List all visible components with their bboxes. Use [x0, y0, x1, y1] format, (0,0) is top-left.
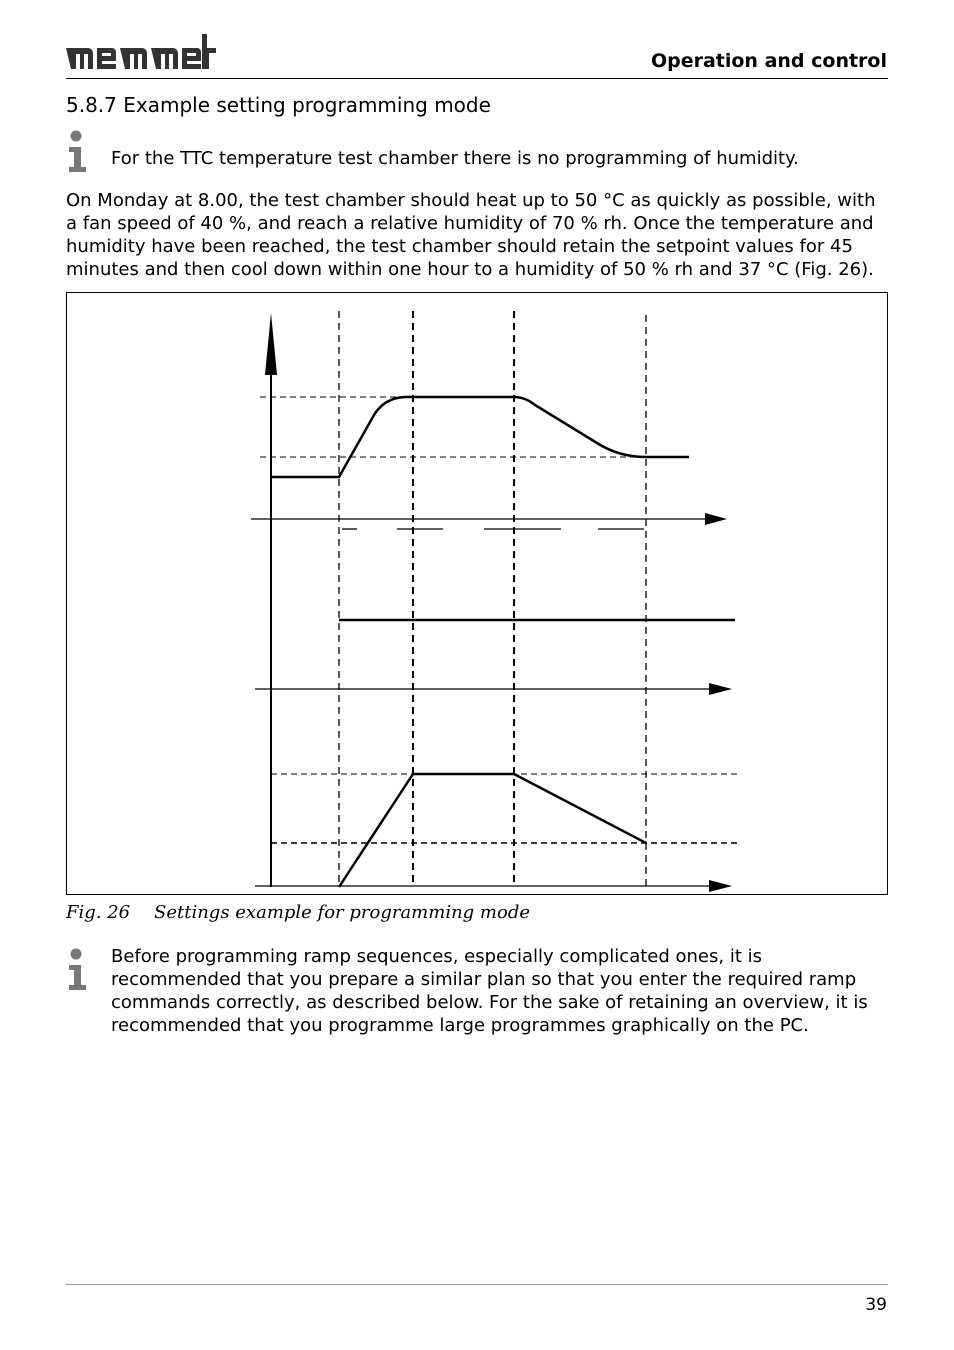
- info-icon: [66, 130, 92, 178]
- time-axis-3-arrow: [709, 880, 732, 892]
- humidity-curve: [339, 774, 646, 887]
- caption-number: Fig. 26: [66, 902, 131, 923]
- caption-text: Settings example for programming mode: [154, 902, 530, 923]
- program-diagram: [67, 293, 887, 894]
- info-note-ramp-planning: Before programming ramp sequences, especially complicated ones, it is recommended that you prepare a similar plan so that you enter the required ramp commands correctly, as described below. For the sake of retaining an overview, it is recommended that you programme large programmes graphically on the PC.: [111, 946, 868, 1036]
- header-section-title: Operation and control: [650, 50, 887, 72]
- footer-divider: [66, 1284, 888, 1285]
- header-divider: [66, 78, 888, 79]
- time-axis-2-arrow: [709, 683, 732, 695]
- memmert-logo: [66, 32, 218, 72]
- info-icon: [66, 948, 92, 996]
- time-axis-1-arrow: [705, 513, 727, 525]
- temperature-curve: [271, 397, 689, 477]
- figure-frame: [66, 292, 888, 895]
- vertical-axis-arrow: [265, 313, 277, 375]
- figure-caption: [66, 902, 530, 923]
- page-number: 39: [865, 1295, 887, 1315]
- info-note-ttc: For the TTC temperature test chamber there is no programming of humidity.: [111, 148, 799, 169]
- body-paragraph: On Monday at 8.00, the test chamber should heat up to 50 °C as quickly as possible, with a fan speed of 40 %, and reach a relative humidity of 70 % rh. Once the temperature and humidity have been reached, the test chamber should retain the setpoint values for 45 minutes and then cool down within one hour to a humidity of 50 % rh and 37 °C (Fig. 26).: [66, 190, 876, 280]
- section-heading: 5.8.7 Example setting programming mode: [66, 93, 491, 117]
